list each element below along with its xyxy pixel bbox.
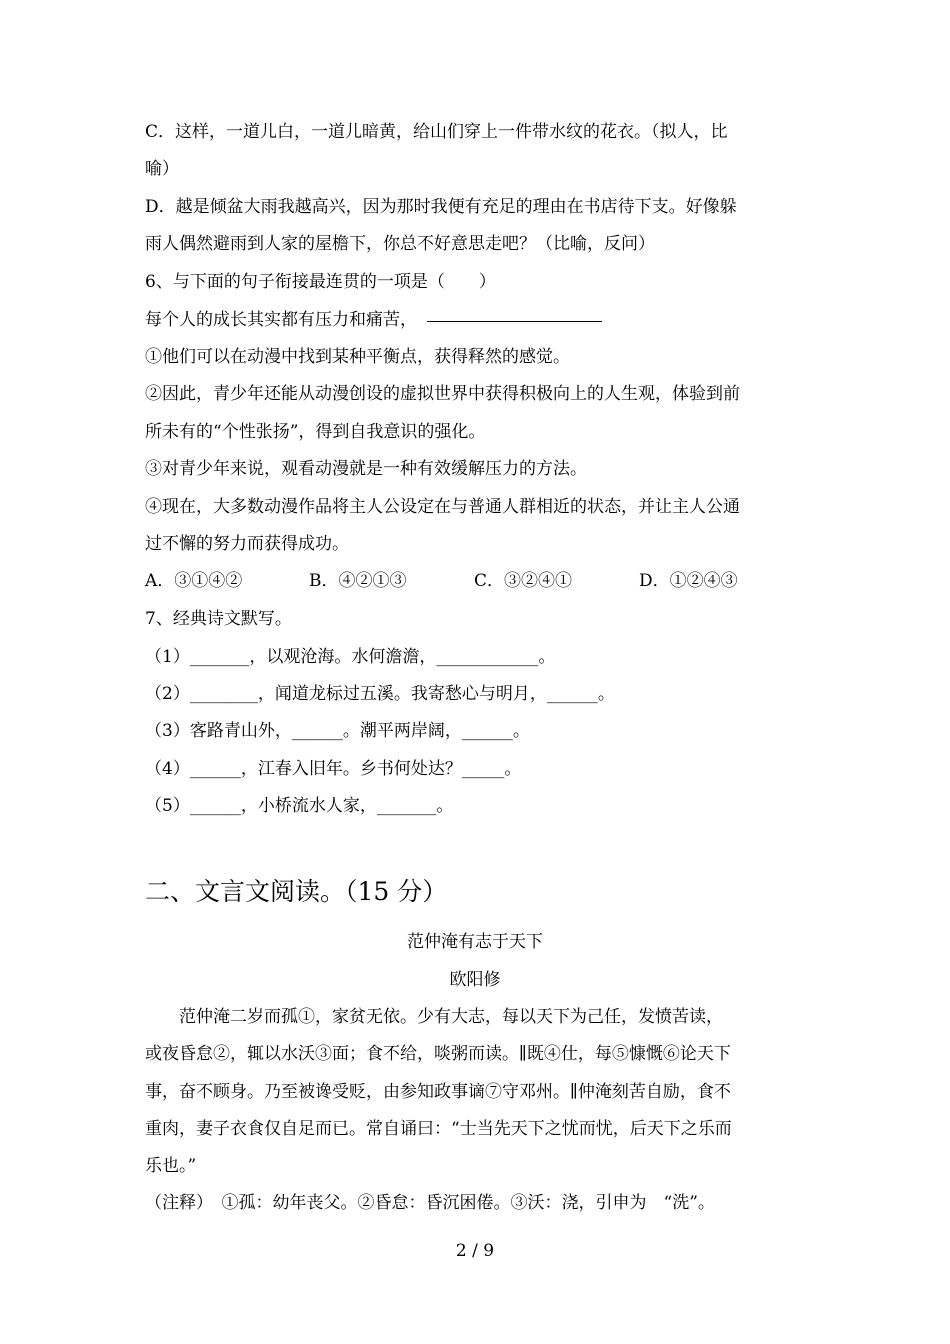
q6-option-b: B．④②①③ [309, 571, 407, 591]
passage-line-3: 事，奋不顾身。乃至被谗受贬，由参知政事谪⑦守邓州。∥仲淹刻苦自励，食不 [145, 1082, 731, 1102]
q5-option-d-line1: D．越是倾盆大雨我越高兴，因为那时我便有充足的理由在书店待下支。好像躲 [145, 197, 737, 217]
q7-item-3: （3）客路青山外，______。潮平两岸阔，______。 [145, 721, 530, 741]
passage-notes: （注释） ①孤：幼年丧父。②昏怠：昏沉困倦。③沃：浇，引申为 “洗”。 [145, 1193, 715, 1213]
passage-line-1: 范仲淹二岁而孤①，家贫无依。少有大志，每以天下为己任，发愤苦读， [145, 1007, 723, 1027]
passage-line-5: 乐也。” [145, 1156, 197, 1176]
q7-question: 7、经典诗文默写。 [145, 609, 292, 629]
passage-line-2: 或夜昏怠②，辄以水沃③面；食不给，啖粥而读。∥既④仕，每⑤慷慨⑥论天下 [145, 1044, 731, 1064]
q6-sentence-2-line1: ②因此，青少年还能从动漫创设的虚拟世界中获得积极向上的人生观，体验到前 [145, 384, 740, 404]
q6-sentence-1: ①他们可以在动漫中找到某种平衡点，获得释然的感觉。 [145, 347, 570, 367]
q6-stem-row [145, 309, 602, 331]
q6-question: 6、与下面的句子衔接最连贯的一项是（ ） [145, 272, 496, 292]
section-2-title: 二、文言文阅读。（15 分） [145, 877, 448, 906]
q6-sentence-4-line2: 过不懈的努力而获得成功。 [145, 534, 349, 554]
q5-option-c-line1: C．这样，一道儿白，一道儿暗黄，给山们穿上一件带水纹的花衣。（拟人，比 [145, 122, 728, 142]
page-number: 2 / 9 [455, 1241, 495, 1261]
passage-title: 范仲淹有志于天下 [407, 932, 543, 952]
q6-sentence-2-line2: 所未有的“个性张扬”，得到自我意识的强化。 [145, 422, 486, 442]
q5-option-d-line2: 雨人偶然避雨到人家的屋檐下，你总不好意思走吧？（比喻，反问） [145, 234, 655, 254]
answer-blank-line [427, 320, 602, 322]
passage-line-4: 重肉，妻子衣食仅自足而已。常自诵曰：“士当先天下之忧而忧，后天下之乐而 [145, 1119, 732, 1139]
q7-item-5: （5）______，小桥流水人家，_______。 [145, 796, 454, 816]
q6-sentence-3: ③对青少年来说，观看动漫就是一种有效缓解压力的方法。 [145, 459, 587, 479]
q6-option-a: A．③①④② [145, 571, 243, 591]
q7-item-4: （4）______，江春入旧年。乡书何处达？_____。 [145, 759, 522, 779]
passage-author: 欧阳修 [449, 970, 501, 990]
q7-item-2: （2）________，闻道龙标过五溪。我寄愁心与明月，______。 [145, 684, 615, 704]
q6-option-d: D．①②④③ [639, 571, 738, 591]
q6-sentence-4-line1: ④现在，大多数动漫作品将主人公设定在与普通人群相近的状态，并让主人公通 [145, 497, 740, 517]
q5-option-c-line2: 喻） [145, 159, 179, 179]
q7-item-1: （1）_______，以观沧海。水何澹澹，____________。 [145, 647, 556, 667]
q6-option-c: C．③②④① [474, 571, 573, 591]
q6-stem: 每个人的成长其实都有压力和痛苦， [145, 310, 417, 330]
